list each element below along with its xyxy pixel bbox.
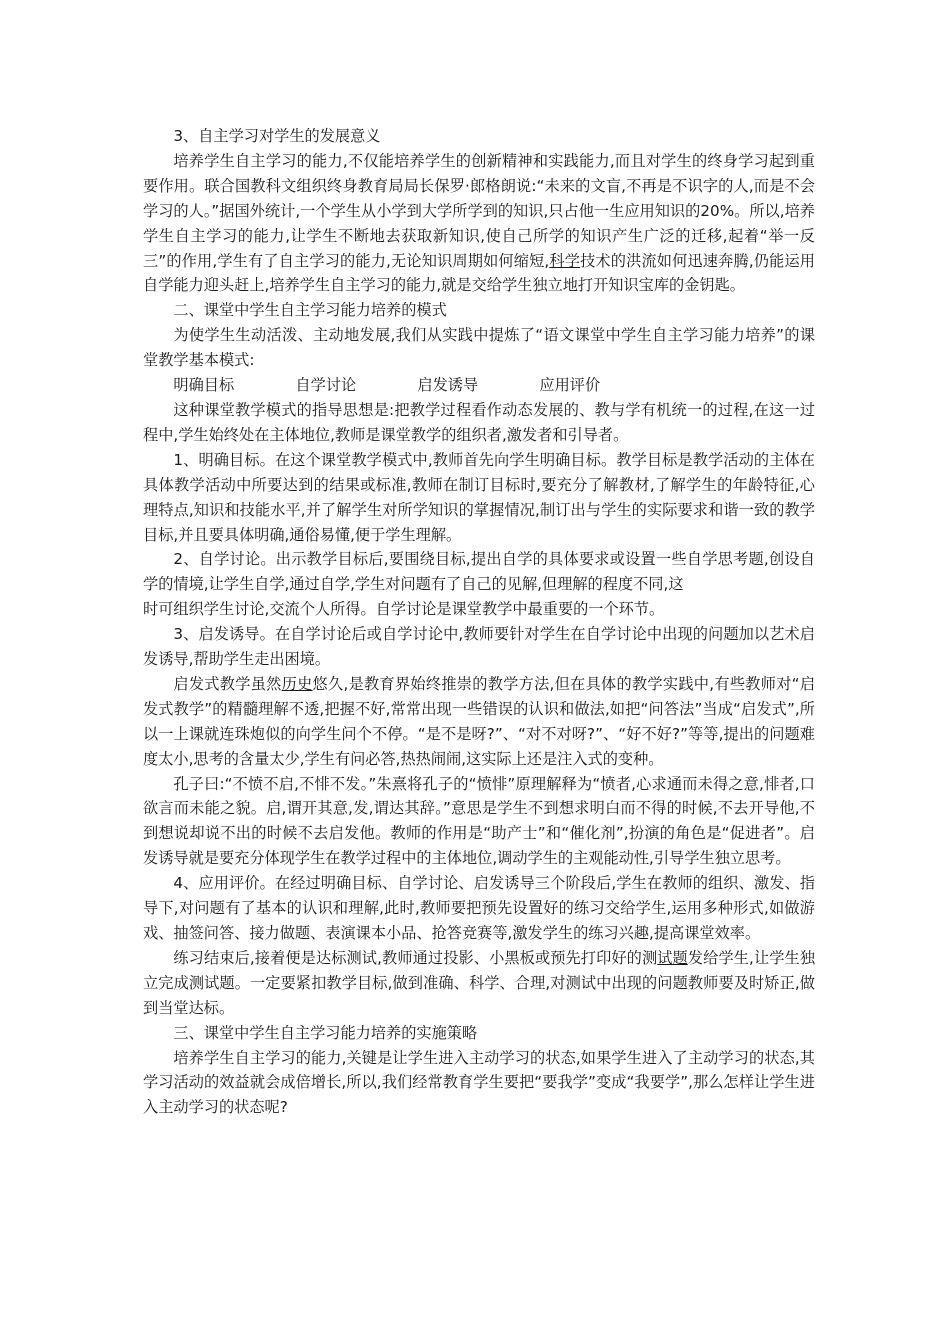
section-heading-model: 二、课堂中学生自主学习能力培养的模式 [173,301,447,320]
document-page [143,124,815,1120]
paragraph-strategy: 培养学生自主学习的能力,关键是让学生进入主动学习的状态,如果学生进入了主动学习的状态,其学习活动的效益就会成倍增长,所以,我们经常教育学生要把“要我学”变成“我要学”,那么怎样让学生进入主动学习的状态呢? [143,1048,815,1117]
link-history[interactable]: 历史 [281,674,313,693]
mode-step: 明确目标 [173,376,235,395]
paragraph-guiding-idea: 这种课堂教学模式的指导思想是:把教学过程看作动态发展的、教与学有机统一的过程,在这一过程中,学生始终处在主体地位,教师是课堂教学的组织者,激发者和引导者。 [143,400,815,444]
link-science[interactable]: 科学 [549,251,581,270]
link-test-questions[interactable]: 试题 [657,948,688,967]
teaching-mode-steps [143,373,815,398]
paragraph-guidance: 3、启发诱导。在自学讨论后或自学讨论中,教师要针对学生在自学讨论中出现的问题加以艺术启发诱导,帮助学生走出困境。 [143,625,815,669]
paragraph-text: 培养学生自主学习的能力,不仅能培养学生的创新精神和实践能力,而且对学生的终身学习起到重要作用。联合国教科文组织终身教育局局长保罗·郎格朗说:“未来的文盲,不再是不识字的人,而是不会学习的人。”据国外统计,一个学生从小学到大学所学到的知识,只占他一生应用知识的20%。所以,培养学生自主学习的能力,让学生不断地去获取新知识,使自己所学的知识产生广泛的迁移,起着“举一反三”的作用,学生有了自主学习的能力,无论知识周期如何缩短, [143,151,815,270]
paragraph-text: 练习结束后,接着便是达标测试,教师通过投影、小黑板或预先打印好的测 [173,948,658,967]
paragraph-self-study-cont: 时可组织学生讨论,交流个人所得。自学讨论是课堂教学中最重要的一个环节。 [143,600,665,619]
paragraph-application: 4、应用评价。在经过明确目标、自学讨论、启发诱导三个阶段后,学生在教师的组织、激发、指导下,对问题有了基本的认识和理解,此时,教师要把预先设置好的练习交给学生,运用多种形式,如做游戏、抽签问答、接力做题、表演课本小品、抢答竞赛等,激发学生的练习兴趣,提高课堂效率。 [143,874,815,942]
paragraph-testing [143,946,815,1021]
paragraph-significance [143,149,815,298]
mode-step: 自学讨论 [295,376,357,395]
paragraph-clear-goals: 1、明确目标。在这个课堂教学模式中,教师首先向学生明确目标。教学目标是教学活动的主体在具体教学活动中所要达到的结果或标准,教师在制订目标时,要充分了解教材,了解学生的年龄特征,心理特点,知识和技能水平,并了解学生对所学知识的掌握情况,制订出与学生的实际要求和谐一致的教学目标,并且要具体明确,通俗易懂,便于学生理解。 [143,450,815,544]
paragraph-heuristic [143,672,815,772]
paragraph-text: 发给学生,让学生独立完成测试题。一定要紧扣教学目标,做到准确、科学、合理,对测试中出现的问题教师要及时矫正,做到当堂达标。 [143,948,816,1017]
paragraph-text: 悠久,是教育界始终推崇的教学方法,但在具体的教学实践中,有些教师对“启发式教学”的精髓理解不透,把握不好,常常出现一些错误的认识和做法,如把“问答法”当成“启发式”,所以一上课就连珠炮似的向学生问个不停。“是不是呀?”、“对不对呀?”、“好不好?”等等,提出的问题难度太小,思考的含量太少,学生有问必答,热热闹闹,这实际上还是注入式的变种。 [143,674,816,768]
paragraph-text: 技术的洪流如何迅速奔腾,仍能运用自学能力迎头赶上,培养学生自主学习的能力,就是交给学生独立地打开知识宝库的金钥匙。 [143,251,815,295]
paragraph-confucius: 孔子曰:“不愤不启,不悱不发。”朱熹将孔子的“愤悱”原理解释为“愤者,心求通而未得之意,悱者,口欲言而未能之貌。启,谓开其意,发,谓达其辞。”意思是学生不到想求明白而不得的时候,不去开导他,不到想说却说不出的时候不去启发他。教师的作用是“助产士”和“催化剂”,扮演的角色是“促进者”。启发诱导就是要充分体现学生在教学过程中的主体地位,调动学生的主观能动性,引导学生独立思考。 [143,774,815,868]
mode-step: 启发诱导 [417,376,479,395]
paragraph-self-study: 2、自学讨论。出示教学目标后,要围绕目标,提出自学的具体要求或设置一些自学思考题,创设自学的情境,让学生自学,通过自学,学生对问题有了自己的见解,但理解的程度不同,这 [143,550,815,594]
paragraph-model-intro: 为使学生生动活泼、主动地发展,我们从实践中提炼了“语文课堂中学生自主学习能力培养”的课堂教学基本模式: [143,326,815,370]
section-heading-strategy: 三、课堂中学生自主学习能力培养的实施策略 [173,1023,478,1042]
paragraph-text: 启发式教学虽然 [173,674,282,693]
mode-step: 应用评价 [539,376,601,395]
section-heading-significance: 3、自主学习对学生的发展意义 [173,127,381,145]
